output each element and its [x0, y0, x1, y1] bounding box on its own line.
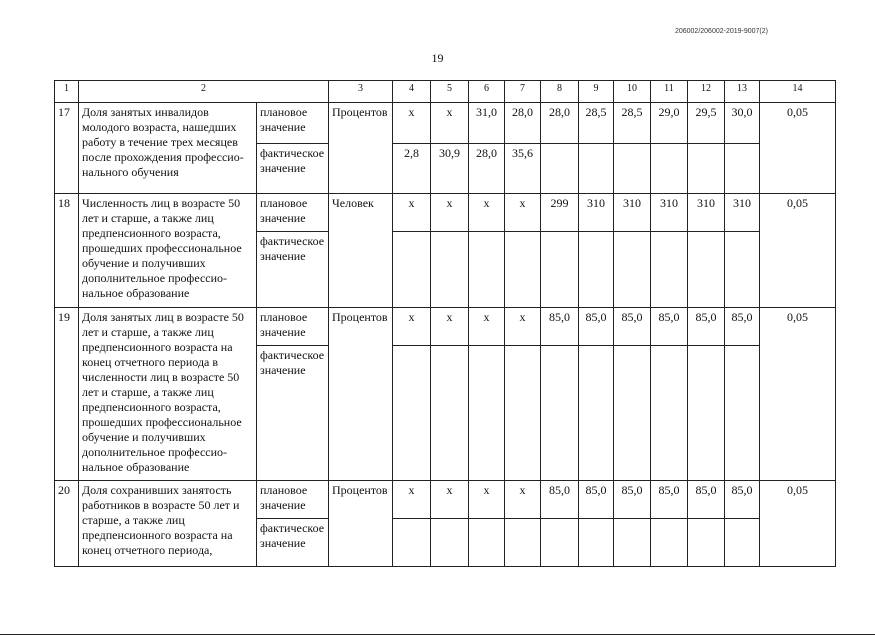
actual-value: 2,8: [393, 144, 431, 194]
indicator-number: 20: [55, 481, 79, 567]
planned-value: х: [469, 481, 505, 519]
header-cell: 7: [505, 81, 541, 103]
actual-value: [688, 519, 725, 567]
actual-value: [505, 346, 541, 481]
planned-value: х: [431, 481, 469, 519]
planned-value: 85,0: [541, 481, 579, 519]
planned-value: 299: [541, 194, 579, 232]
planned-value: 310: [651, 194, 688, 232]
indicator-number: 18: [55, 194, 79, 308]
unit-cell: Процентов: [329, 481, 393, 567]
actual-value: [469, 519, 505, 567]
header-cell: 3: [329, 81, 393, 103]
actual-value: [614, 232, 651, 308]
actual-value: [614, 346, 651, 481]
planned-value: х: [505, 194, 541, 232]
actual-value: [393, 232, 431, 308]
actual-value: [579, 346, 614, 481]
planned-value: 29,0: [651, 103, 688, 144]
page-number: 19: [431, 51, 444, 65]
planned-value: х: [469, 194, 505, 232]
weight-cell: 0,05: [760, 308, 836, 481]
actual-value: [469, 346, 505, 481]
header-cell: 2: [79, 81, 329, 103]
indicator-name: Доля занятых лиц в возрасте 50 лет и старше, а также лиц предпенсионного возраста на конец отчетного периода в численности лиц в возрасте 50 лет и старше, а также лиц предпенсионного возраста, прошедших профессиональное обучение и получивших дополнительное профессио-нальное образование: [79, 308, 257, 481]
actual-value: [579, 144, 614, 194]
planned-value: 85,0: [614, 481, 651, 519]
planned-value: 85,0: [725, 481, 760, 519]
planned-value: 85,0: [579, 481, 614, 519]
indicator-name: Доля занятых инвалидов молодого возраста, нашедших работу в течение трех месяцев после прохождения профессио-нального обучения: [79, 103, 257, 194]
planned-value: х: [431, 194, 469, 232]
actual-value: 35,6: [505, 144, 541, 194]
planned-value: 85,0: [579, 308, 614, 346]
page-bottom-rule: [0, 634, 875, 635]
actual-value: [688, 144, 725, 194]
indicator-row-planned: [55, 103, 836, 144]
planned-value: 310: [688, 194, 725, 232]
document-id: 206002/206002-2019-9007(2): [674, 28, 768, 35]
weight-cell: 0,05: [760, 194, 836, 308]
actual-value: [431, 232, 469, 308]
actual-value: [393, 519, 431, 567]
actual-value: 28,0: [469, 144, 505, 194]
actual-value: [469, 232, 505, 308]
actual-value: [541, 232, 579, 308]
planned-value: х: [393, 103, 431, 144]
planned-value: х: [505, 308, 541, 346]
planned-value: 85,0: [725, 308, 760, 346]
planned-value: х: [431, 103, 469, 144]
actual-value: [541, 144, 579, 194]
actual-value: [651, 232, 688, 308]
actual-value: [393, 346, 431, 481]
actual-value: [688, 346, 725, 481]
actual-value: 30,9: [431, 144, 469, 194]
header-cell: 11: [651, 81, 688, 103]
planned-value: 29,5: [688, 103, 725, 144]
actual-value: [651, 144, 688, 194]
planned-value: 85,0: [688, 308, 725, 346]
planned-value: х: [393, 481, 431, 519]
indicator-row-planned: [55, 194, 836, 232]
planned-value: 28,5: [614, 103, 651, 144]
planned-value: 85,0: [614, 308, 651, 346]
actual-value: [614, 144, 651, 194]
actual-value: [725, 346, 760, 481]
indicator-number: 19: [55, 308, 79, 481]
actual-value: [579, 519, 614, 567]
header-cell: 1: [55, 81, 79, 103]
indicator-name: Доля сохранивших занятость работников в возрасте 50 лет и старше, а также лиц предпенсионного возраста на конец отчетного периода,: [79, 481, 257, 567]
indicator-number: 17: [55, 103, 79, 194]
actual-value: [579, 232, 614, 308]
indicators-table: [54, 80, 836, 567]
actual-label: фактическое значение: [257, 346, 329, 481]
planned-value: 28,0: [505, 103, 541, 144]
planned-label: плановое значение: [257, 481, 329, 519]
actual-value: [725, 144, 760, 194]
planned-label: плановое значение: [257, 103, 329, 144]
actual-label: фактическое значение: [257, 519, 329, 567]
actual-value: [431, 346, 469, 481]
planned-value: 85,0: [651, 308, 688, 346]
actual-value: [541, 519, 579, 567]
planned-value: х: [431, 308, 469, 346]
actual-value: [651, 346, 688, 481]
actual-value: [725, 519, 760, 567]
planned-value: 85,0: [688, 481, 725, 519]
planned-value: 30,0: [725, 103, 760, 144]
header-cell: 10: [614, 81, 651, 103]
indicator-row-planned: [55, 481, 836, 519]
indicator-row-planned: [55, 308, 836, 346]
actual-value: [725, 232, 760, 308]
planned-value: 31,0: [469, 103, 505, 144]
planned-value: х: [393, 308, 431, 346]
actual-label: фактическое значение: [257, 232, 329, 308]
header-cell: 13: [725, 81, 760, 103]
header-cell: 4: [393, 81, 431, 103]
planned-value: 28,0: [541, 103, 579, 144]
actual-value: [431, 519, 469, 567]
planned-value: х: [505, 481, 541, 519]
planned-value: 310: [725, 194, 760, 232]
actual-value: [505, 519, 541, 567]
planned-value: 310: [579, 194, 614, 232]
header-cell: 9: [579, 81, 614, 103]
planned-label: плановое значение: [257, 308, 329, 346]
planned-value: х: [469, 308, 505, 346]
header-row: [55, 81, 836, 103]
weight-cell: 0,05: [760, 481, 836, 567]
header-cell: 12: [688, 81, 725, 103]
planned-value: 310: [614, 194, 651, 232]
unit-cell: Процентов: [329, 308, 393, 481]
unit-cell: Человек: [329, 194, 393, 308]
actual-value: [541, 346, 579, 481]
actual-value: [505, 232, 541, 308]
planned-value: 28,5: [579, 103, 614, 144]
header-cell: 14: [760, 81, 836, 103]
actual-label: фактическое значение: [257, 144, 329, 194]
planned-value: х: [393, 194, 431, 232]
indicator-name: Численность лиц в возрасте 50 лет и старше, а также лиц предпенсионного возраста, прошедших профессиональное обучение и получивших дополнительное профессио-нальное образование: [79, 194, 257, 308]
actual-value: [688, 232, 725, 308]
header-cell: 6: [469, 81, 505, 103]
header-cell: 5: [431, 81, 469, 103]
unit-cell: Процентов: [329, 103, 393, 194]
actual-value: [651, 519, 688, 567]
actual-value: [614, 519, 651, 567]
weight-cell: 0,05: [760, 103, 836, 194]
planned-value: 85,0: [541, 308, 579, 346]
header-cell: 8: [541, 81, 579, 103]
planned-value: 85,0: [651, 481, 688, 519]
planned-label: плановое значение: [257, 194, 329, 232]
